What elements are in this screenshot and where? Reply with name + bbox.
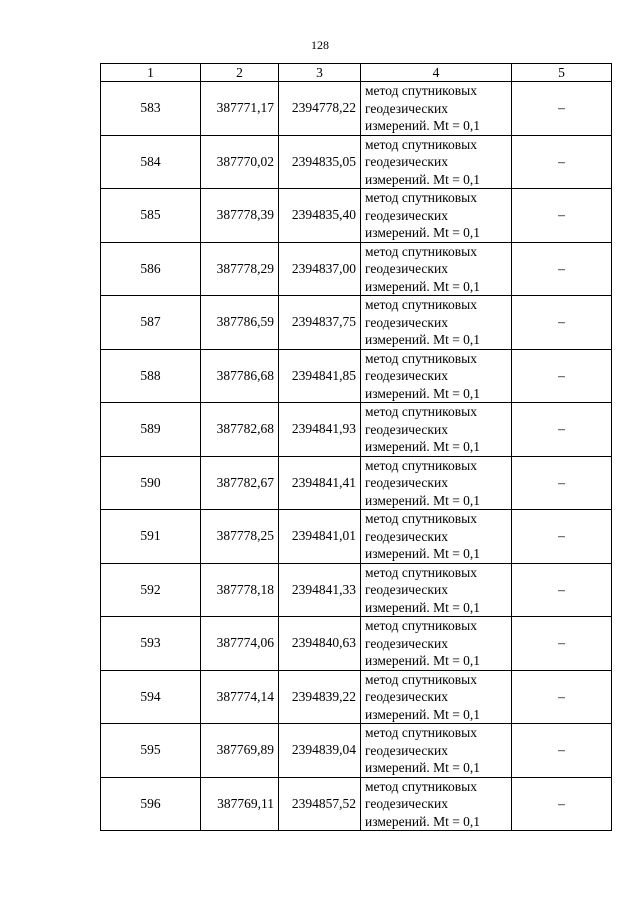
y-coordinate-cell: 2394835,40: [279, 189, 361, 243]
method-text-line: измерений. Mt = 0,1: [365, 706, 481, 722]
method-cell: [361, 724, 512, 778]
method-text-line: измерений. Mt = 0,1: [365, 225, 481, 240]
coordinates-table: [100, 63, 612, 831]
point-number-cell: 587: [101, 296, 201, 350]
x-coordinate-cell: 387778,39: [201, 189, 279, 243]
method-text-line: геодезических: [365, 689, 448, 704]
method-text-line: метод спутниковых: [365, 243, 477, 259]
method-text-line: метод спутниковых: [365, 297, 477, 312]
method-text-line: измерений. Mt = 0,1: [365, 171, 481, 187]
x-coordinate-cell: 387786,68: [201, 349, 279, 403]
point-number-cell: 584: [101, 135, 201, 189]
note-cell: –: [512, 777, 612, 831]
note-cell: –: [512, 296, 612, 350]
method-text-line: измерений. Mt = 0,1: [365, 546, 481, 561]
point-number-cell: 591: [101, 510, 201, 564]
y-coordinate-cell: 2394837,75: [279, 296, 361, 350]
method-text-line: геодезических: [365, 100, 448, 116]
point-number-cell: 593: [101, 617, 201, 671]
method-cell: [361, 670, 512, 724]
y-coordinate-cell: 2394841,01: [279, 510, 361, 564]
method-text-line: геодезических: [365, 421, 448, 437]
method-text-line: метод спутниковых: [365, 83, 477, 98]
header-col-5: 5: [512, 64, 612, 82]
method-text-line: метод спутниковых: [365, 725, 477, 740]
table-header: [101, 64, 612, 82]
point-number-cell: 595: [101, 724, 201, 778]
x-coordinate-cell: 387782,67: [201, 456, 279, 510]
method-text-line: геодезических: [365, 475, 448, 490]
note-cell: –: [512, 617, 612, 671]
method-text-line: геодезических: [365, 528, 448, 544]
x-coordinate-cell: 387774,14: [201, 670, 279, 724]
x-coordinate-cell: 387786,59: [201, 296, 279, 350]
method-text-line: измерений. Mt = 0,1: [365, 385, 481, 401]
note-cell: –: [512, 349, 612, 403]
point-number-cell: 586: [101, 242, 201, 296]
table-row: [101, 617, 612, 671]
method-text-line: измерений. Mt = 0,1: [365, 332, 481, 347]
method-text-line: измерений. Mt = 0,1: [365, 492, 481, 508]
method-cell: [361, 403, 512, 457]
table-row: [101, 777, 612, 831]
method-text-line: геодезических: [365, 742, 448, 758]
y-coordinate-cell: 2394841,85: [279, 349, 361, 403]
method-cell: [361, 349, 512, 403]
note-cell: –: [512, 189, 612, 243]
y-coordinate-cell: 2394778,22: [279, 82, 361, 136]
method-text-line: геодезических: [365, 796, 448, 811]
method-text-line: измерений. Mt = 0,1: [365, 439, 481, 454]
method-cell: [361, 456, 512, 510]
method-text-line: измерений. Mt = 0,1: [365, 760, 481, 775]
method-cell: [361, 135, 512, 189]
method-text-line: измерений. Mt = 0,1: [365, 278, 481, 294]
note-cell: –: [512, 82, 612, 136]
method-text-line: геодезических: [365, 582, 448, 597]
note-cell: –: [512, 242, 612, 296]
method-text-line: геодезических: [365, 261, 448, 276]
table-body: [101, 82, 612, 831]
header-col-3: 3: [279, 64, 361, 82]
method-cell: [361, 510, 512, 564]
x-coordinate-cell: 387778,18: [201, 563, 279, 617]
method-cell: [361, 617, 512, 671]
method-text-line: метод спутниковых: [365, 404, 477, 419]
note-cell: –: [512, 403, 612, 457]
header-row: [101, 64, 612, 82]
y-coordinate-cell: 2394841,41: [279, 456, 361, 510]
note-cell: –: [512, 456, 612, 510]
table-row: [101, 82, 612, 136]
method-text-line: измерений. Mt = 0,1: [365, 599, 481, 615]
method-cell: [361, 563, 512, 617]
point-number-cell: 588: [101, 349, 201, 403]
x-coordinate-cell: 387778,25: [201, 510, 279, 564]
method-cell: [361, 777, 512, 831]
method-text-line: геодезических: [365, 314, 448, 330]
table-row: [101, 456, 612, 510]
method-text-line: метод спутниковых: [365, 457, 477, 473]
x-coordinate-cell: 387771,17: [201, 82, 279, 136]
method-text-line: метод спутниковых: [365, 671, 477, 687]
x-coordinate-cell: 387769,11: [201, 777, 279, 831]
y-coordinate-cell: 2394840,63: [279, 617, 361, 671]
y-coordinate-cell: 2394841,33: [279, 563, 361, 617]
method-text-line: измерений. Mt = 0,1: [365, 653, 481, 668]
method-cell: [361, 82, 512, 136]
note-cell: –: [512, 724, 612, 778]
method-text-line: метод спутниковых: [365, 190, 477, 205]
x-coordinate-cell: 387782,68: [201, 403, 279, 457]
x-coordinate-cell: 387774,06: [201, 617, 279, 671]
method-text-line: метод спутниковых: [365, 564, 477, 580]
method-text-line: измерений. Mt = 0,1: [365, 813, 481, 829]
point-number-cell: 585: [101, 189, 201, 243]
method-text-line: метод спутниковых: [365, 778, 477, 794]
x-coordinate-cell: 387778,29: [201, 242, 279, 296]
table-row: [101, 403, 612, 457]
method-cell: [361, 189, 512, 243]
note-cell: –: [512, 563, 612, 617]
y-coordinate-cell: 2394835,05: [279, 135, 361, 189]
method-text-line: метод спутниковых: [365, 618, 477, 633]
point-number-cell: 594: [101, 670, 201, 724]
table-row: [101, 510, 612, 564]
point-number-cell: 583: [101, 82, 201, 136]
method-text-line: метод спутниковых: [365, 350, 477, 366]
method-text-line: геодезических: [365, 635, 448, 651]
y-coordinate-cell: 2394839,22: [279, 670, 361, 724]
table-row: [101, 189, 612, 243]
x-coordinate-cell: 387769,89: [201, 724, 279, 778]
table-row: [101, 563, 612, 617]
method-text-line: геодезических: [365, 368, 448, 383]
note-cell: –: [512, 670, 612, 724]
method-text-line: измерений. Mt = 0,1: [365, 118, 481, 133]
point-number-cell: 596: [101, 777, 201, 831]
table-row: [101, 724, 612, 778]
method-text-line: геодезических: [365, 154, 448, 169]
table-row: [101, 242, 612, 296]
header-col-4: 4: [361, 64, 512, 82]
point-number-cell: 589: [101, 403, 201, 457]
note-cell: –: [512, 135, 612, 189]
table-row: [101, 349, 612, 403]
x-coordinate-cell: 387770,02: [201, 135, 279, 189]
y-coordinate-cell: 2394837,00: [279, 242, 361, 296]
note-cell: –: [512, 510, 612, 564]
method-text-line: метод спутниковых: [365, 511, 477, 526]
point-number-cell: 592: [101, 563, 201, 617]
y-coordinate-cell: 2394839,04: [279, 724, 361, 778]
y-coordinate-cell: 2394857,52: [279, 777, 361, 831]
method-cell: [361, 296, 512, 350]
method-cell: [361, 242, 512, 296]
table-row: [101, 670, 612, 724]
page-number: 128: [311, 38, 329, 52]
header-col-1: 1: [101, 64, 201, 82]
point-number-cell: 590: [101, 456, 201, 510]
header-col-2: 2: [201, 64, 279, 82]
y-coordinate-cell: 2394841,93: [279, 403, 361, 457]
table-row: [101, 296, 612, 350]
method-text-line: геодезических: [365, 207, 448, 223]
table-row: [101, 135, 612, 189]
method-text-line: метод спутниковых: [365, 136, 477, 152]
